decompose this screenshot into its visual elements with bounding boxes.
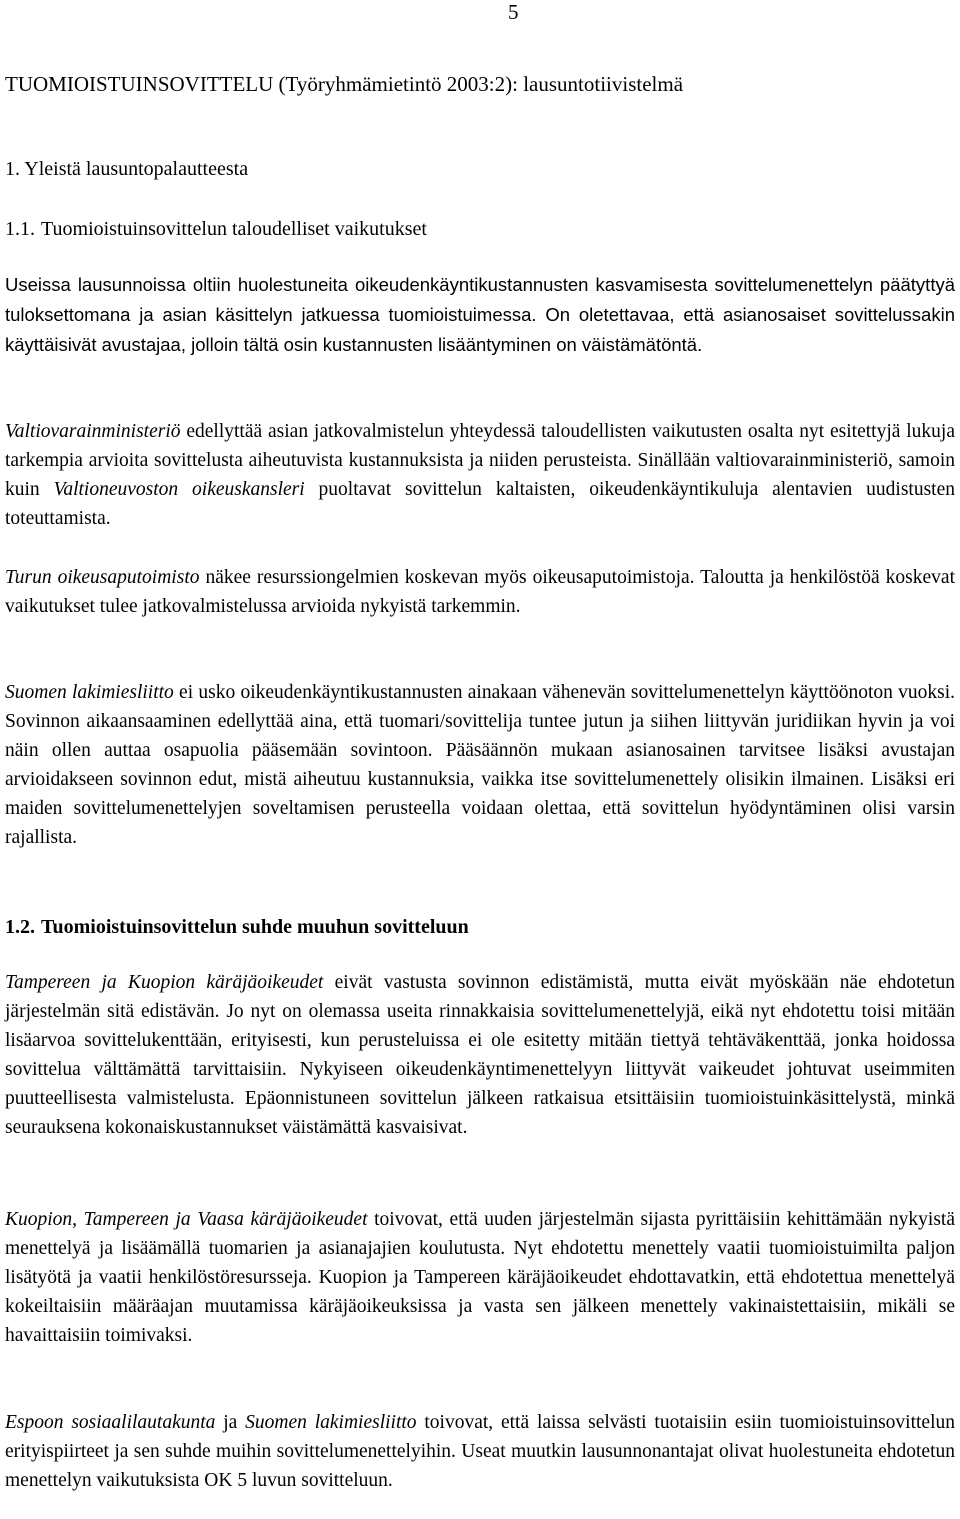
paragraph-lawyers-union — [5, 679, 955, 852]
paragraph-text: puoltavat sovittelun kaltaisten, oikeudenkäyntikuluja alentavien uudistusten toteuttamista. — [5, 478, 955, 529]
paragraph-text: toivovat, että uuden järjestelmän sijasta pyrittäisiin kehittämään nykyistä menettelyä ja lisäämällä tuomarien ja asianajajien koulutusta. Nyt ehdotettu menettely vaatii tuomioistuimilta paljon lisätyötä ja vaatii henkilöstöresursseja. Kuopion ja Tampereen käräjäoikeudet ehdottavatkin, että ehdotettua menettelyä kokeiltaisiin määräajan muutamissa käräjäoikeuksissa ja vasta sen jälkeen menettely vakinaistettaisiin, mikäli se havaittaisiin toimivaksi. — [5, 1209, 955, 1346]
paragraph-turku-legal-aid — [5, 564, 955, 622]
page-number: 5 — [508, 0, 519, 24]
entity-name: Tampereen ja Kuopion käräjäoikeudet — [5, 972, 324, 993]
entity-name: Turun oikeusaputoimisto — [5, 567, 200, 588]
subsection-number: 1.2. — [5, 916, 35, 938]
paragraph-text: eivät vastusta sovinnon edistämistä, mutta eivät myöskään näe ehdotetun järjestelmän sitä edistävän. Jo nyt on olemassa useita rinnakkaisia sovittelumenettelyjä, eikä nyt ehdotettu toisi mitään lisäarvoa sovittelukenttään, erityisesti, kun perusteluissa ei ole esitetty mitään tiettyä tehtäväkenttää, jonka hoidossa sovittelua välttämättä tarvittaisiin. Nykyiseen oikeudenkäyntimenettelyyn liittyvät vaikeudet johtuvat useimmiten puutteellisesta valmistelusta. Epäonnistuneen sovittelun jälkeen ratkaisua etsittäisiin tuomioistuinkäsittelystä, minkä seurauksena kokonaiskustannukset väistämättä kasvaisivat. — [5, 972, 955, 1138]
paragraph-text: toivovat, että laissa selvästi tuotaisiin esiin tuomioistuinsovittelun erityispiirteet ja sen suhde muihin sovittelumenettelyihin. Useat muutkin lausunnonantajat olivat huolestuneita ehdotetun menettelyn vaikutuksista OK 5 luvun sovitteluun. — [5, 1412, 955, 1491]
paragraph-text: edellyttää asian jatkovalmistelun yhteydessä taloudellisten vaikutusten osalta nyt esitettyjä lukuja tarkempia arvioita sovittelusta aiheutuvista kustannuksista ja niiden perusteista. Sinällään valtiovarainministeriö, samoin kuin — [5, 421, 955, 500]
entity-name: Suomen lakimiesliitto — [245, 1412, 417, 1433]
paragraph-tampere-kuopio-courts — [5, 969, 955, 1142]
paragraph-ministry-of-finance — [5, 418, 955, 534]
entity-name: Valtiovarainministeriö — [5, 421, 181, 442]
entity-name: Espoon sosiaalilautakunta — [5, 1412, 216, 1433]
document-title: TUOMIOISTUINSOVITTELU (Työryhmämietintö 2003:2): lausuntotiivistelmä — [5, 72, 684, 96]
entity-name: Valtioneuvoston oikeuskansleri — [53, 478, 305, 500]
entity-name: Kuopion, Tampereen ja Vaasa käräjäoikeudet — [5, 1209, 368, 1230]
entity-name: Suomen lakimiesliitto — [5, 682, 174, 703]
subsection-number: 1.1. — [5, 218, 35, 240]
paragraph-costs — [5, 271, 955, 361]
section-heading-1: 1. Yleistä lausuntopalautteesta — [5, 158, 249, 180]
paragraph-text: ei usko oikeudenkäyntikustannusten ainakaan vähenevän sovittelumenettelyn käyttöönoton vuoksi. Sovinnon aikaansaaminen edellyttää aina, että tuomari/sovittelija tuntee jutun ja siihen liittyvän juridiikan hyvin ja voi näin ollen auttaa osapuolia pääsemään sovintoon. Pääsäännön mukaan asianosainen tarvitsee lisäksi avustajan arvioidakseen sovinnon edut, mistä aiheutuu kustannuksia, vaikka itse sovittelumenettely olisikin ilmainen. Lisäksi eri maiden sovittelumenettelyjen soveltamisen perusteella voidaan olettaa, että sovittelun hyödyntäminen olisi varsin rajallista. — [5, 682, 955, 848]
subsection-heading-1-2 — [5, 913, 469, 941]
paragraph-text: ja — [215, 1412, 246, 1433]
subsection-heading-1-1 — [5, 215, 427, 243]
paragraph-espoo-social-board — [5, 1409, 955, 1496]
paragraph-text: Useissa lausunnoissa oltiin huolestuneita oikeudenkäyntikustannusten kasvamisesta sovittelumenettelyn päätyttyä tuloksettomana ja asian käsittelyn jatkuessa tuomioistuimessa. On oletettavaa, että asianosaiset sovittelussakin käyttäisivät avustajaa, jolloin tältä osin kustannusten lisääntyminen on väistämätöntä. — [5, 274, 955, 355]
subsection-title: Tuomioistuinsovittelun suhde muuhun sovitteluun — [41, 916, 469, 938]
paragraph-kuopio-tampere-vaasa-courts — [5, 1206, 955, 1351]
paragraph-text: näkee resurssiongelmien koskevan myös oikeusaputoimistoja. Taloutta ja henkilöstöä koskevat vaikutukset tulee jatkovalmistelussa arvioida nykyistä tarkemmin. — [5, 567, 955, 617]
subsection-title: Tuomioistuinsovittelun taloudelliset vaikutukset — [41, 218, 427, 240]
